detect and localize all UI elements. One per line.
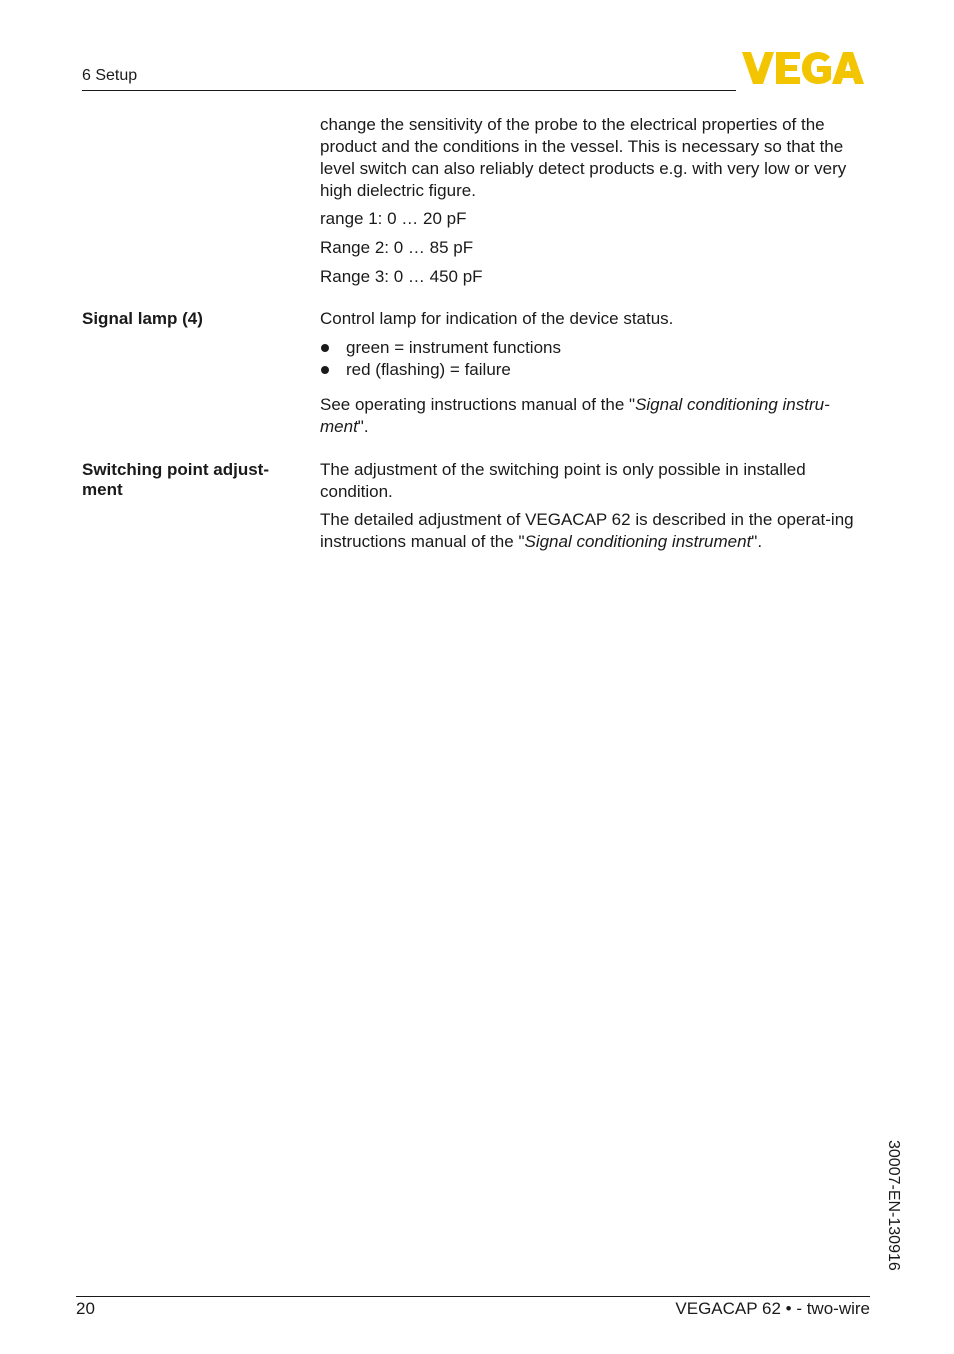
range-3: Range 3: 0 … 450 pF — [320, 267, 483, 286]
paragraph-2-prefix: The detailed adjustment of VEGACAP 62 is described in the operat-ing instructions manual of the " — [320, 510, 854, 551]
vega-logo-letters — [742, 52, 864, 84]
vega-logo — [742, 52, 872, 84]
bullet-icon — [321, 344, 329, 352]
status-list — [320, 337, 876, 381]
intro-paragraph: change the sensitivity of the probe to the electrical properties of the product and the conditions in the vessel. This is necessary so that the level switch can also reliably detect products e.g. with very low or very high dielectric figure. — [320, 115, 847, 200]
range-1: range 1: 0 … 20 pF — [320, 209, 467, 228]
footer-product-name: VEGACAP 62 • - two-wire — [675, 1299, 870, 1318]
signal-lamp-block — [320, 308, 876, 438]
signal-lamp-description: Control lamp for indication of the device status. — [320, 309, 674, 328]
bullet-text: red (flashing) = failure — [346, 360, 511, 379]
header-divider — [82, 90, 736, 91]
paragraph-2-title: Signal conditioning instrument — [524, 532, 752, 551]
list-item — [320, 337, 876, 359]
page-number: 20 — [76, 1299, 95, 1318]
header-section-title: 6 Setup — [82, 67, 138, 84]
document-id: 30007-EN-130916 — [885, 1140, 902, 1271]
bullet-icon — [321, 366, 329, 374]
signal-lamp-heading: Signal lamp (4) — [82, 309, 203, 328]
reference-suffix: ". — [357, 417, 369, 436]
switching-point-paragraph-1: The adjustment of the switching point is only possible in installed condition. — [320, 460, 806, 501]
range-2: Range 2: 0 … 85 pF — [320, 238, 474, 257]
reference-title: Signal conditioning instru-ment — [320, 395, 830, 436]
bullet-text: green = instrument functions — [346, 338, 561, 357]
reference-prefix: See operating instructions manual of the " — [320, 395, 636, 414]
intro-block — [320, 114, 876, 288]
paragraph-2-suffix: ". — [751, 532, 763, 551]
switching-point-block — [320, 459, 876, 553]
switching-point-paragraph-2 — [320, 509, 876, 553]
footer-divider — [76, 1296, 870, 1297]
list-item — [320, 359, 876, 381]
switching-point-heading: Switching point adjust-ment — [82, 460, 269, 499]
signal-lamp-reference — [320, 394, 876, 438]
